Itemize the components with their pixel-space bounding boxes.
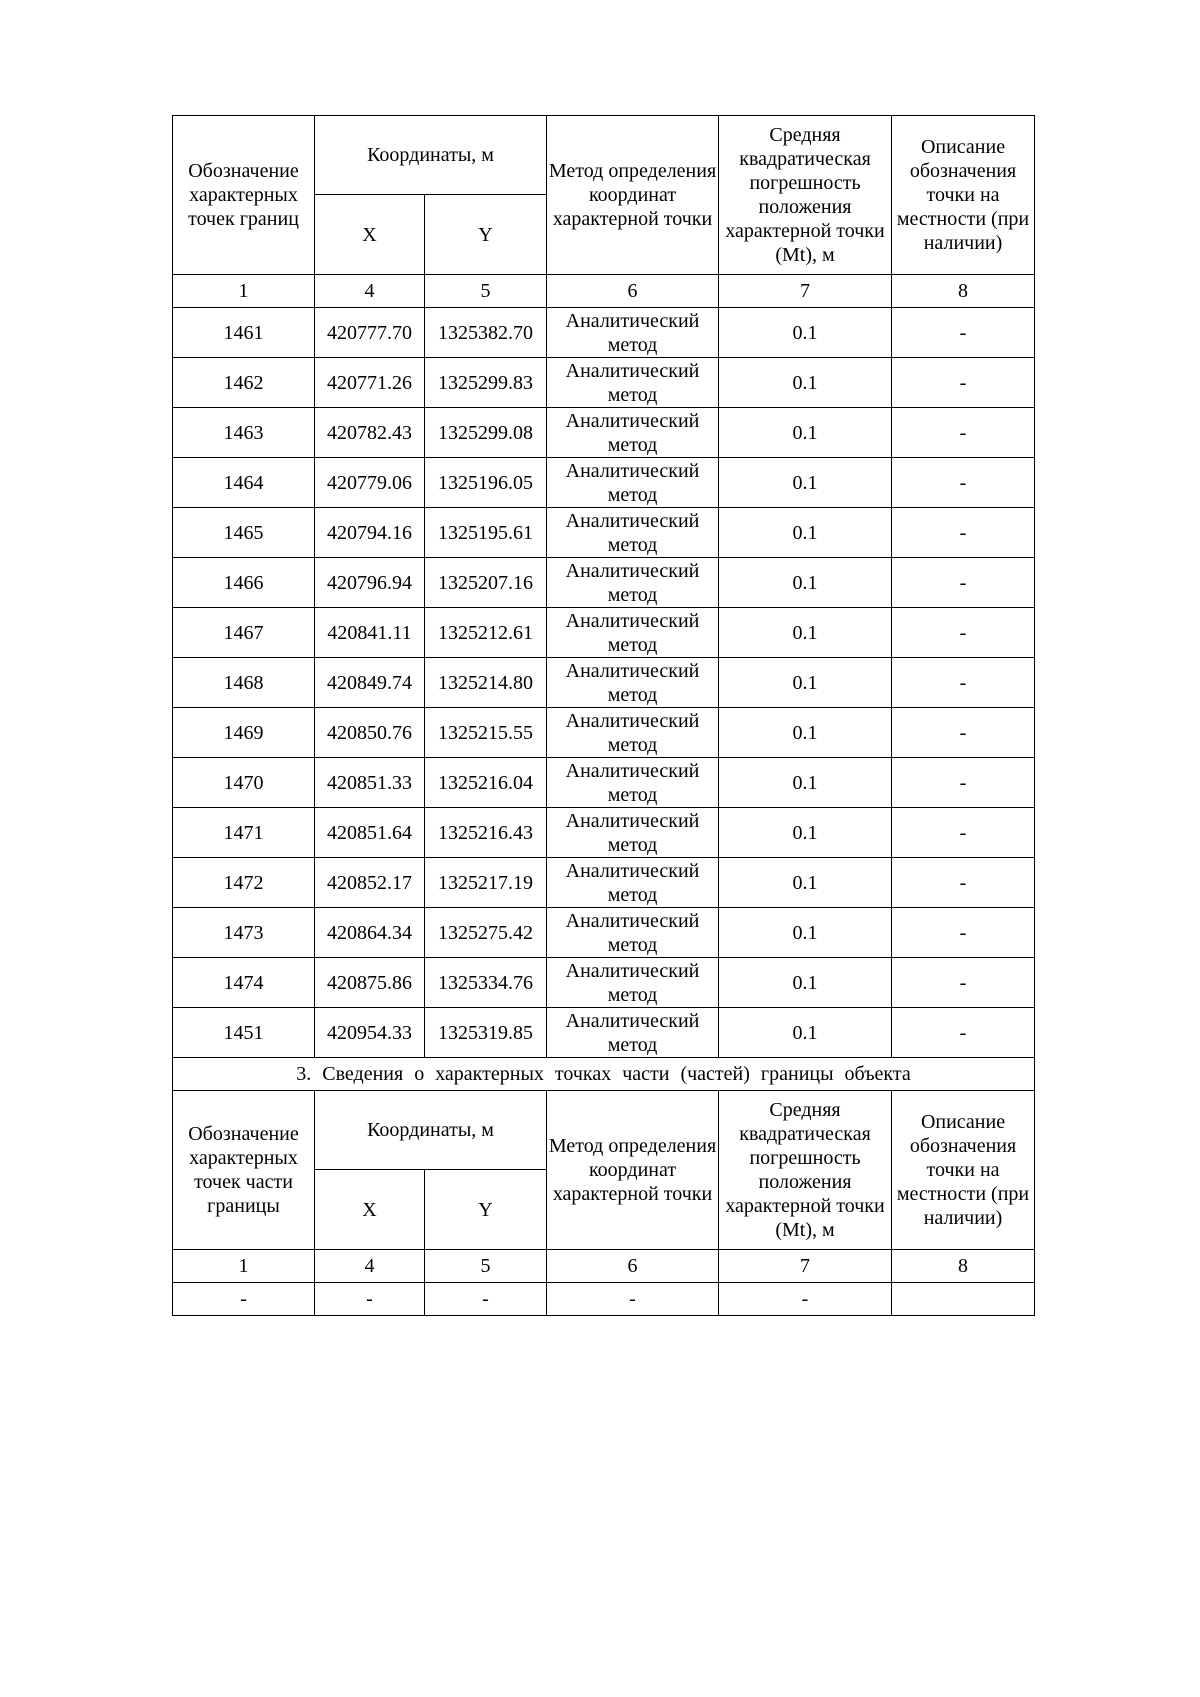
x-coordinate-cell: 420796.94: [315, 558, 425, 608]
method-line-1: Аналитический: [565, 409, 700, 432]
method-line-2: метод: [607, 483, 658, 506]
method-line-1: Аналитический: [565, 559, 700, 582]
y-coordinate-cell: 1325195.61: [425, 508, 547, 558]
table1-header-row-top: [173, 116, 1035, 195]
section-3-row: [173, 1058, 1035, 1091]
error-cell: 0.1: [719, 808, 892, 858]
x-coordinate-cell: 420841.11: [315, 608, 425, 658]
method-cell: [547, 308, 719, 358]
point-id-cell: 1461: [173, 308, 315, 358]
method-cell: [547, 658, 719, 708]
method-line-2: метод: [607, 333, 658, 356]
table-cell: -: [425, 1283, 547, 1316]
method-cell: [547, 808, 719, 858]
table-cell: -: [173, 1283, 315, 1316]
table2-column-numbers: [173, 1250, 1035, 1283]
table-cell: -: [719, 1283, 892, 1316]
description-cell: -: [892, 308, 1035, 358]
method-line-1: Аналитический: [565, 609, 700, 632]
column-number: 6: [547, 1250, 719, 1283]
table1-column-numbers: [173, 275, 1035, 308]
column-number: 6: [547, 275, 719, 308]
point-id-cell: 1471: [173, 808, 315, 858]
point-id-cell: 1467: [173, 608, 315, 658]
x-coordinate-cell: 420849.74: [315, 658, 425, 708]
method-line-2: метод: [607, 533, 658, 556]
description-cell: -: [892, 708, 1035, 758]
point-id-cell: 1470: [173, 758, 315, 808]
y-coordinate-cell: 1325382.70: [425, 308, 547, 358]
column-number: 7: [719, 275, 892, 308]
method-cell: [547, 858, 719, 908]
table-row: [173, 558, 1035, 608]
description-cell: -: [892, 808, 1035, 858]
header-designation: Обозначение характерных точек части границы: [173, 1091, 315, 1250]
y-coordinate-cell: 1325212.61: [425, 608, 547, 658]
header-x: X: [315, 195, 425, 275]
method-line-2: метод: [607, 783, 658, 806]
method-line-1: Аналитический: [565, 1009, 700, 1032]
error-cell: 0.1: [719, 558, 892, 608]
x-coordinate-cell: 420851.64: [315, 808, 425, 858]
method-line-1: Аналитический: [565, 509, 700, 532]
error-cell: 0.1: [719, 458, 892, 508]
method-cell: [547, 408, 719, 458]
y-coordinate-cell: 1325299.08: [425, 408, 547, 458]
x-coordinate-cell: 420850.76: [315, 708, 425, 758]
description-cell: -: [892, 958, 1035, 1008]
column-number: 8: [892, 1250, 1035, 1283]
y-coordinate-cell: 1325216.04: [425, 758, 547, 808]
table-row: [173, 458, 1035, 508]
column-number: 8: [892, 275, 1035, 308]
method-cell: [547, 508, 719, 558]
table-row: [173, 758, 1035, 808]
header-x: X: [315, 1170, 425, 1250]
x-coordinate-cell: 420777.70: [315, 308, 425, 358]
point-id-cell: 1464: [173, 458, 315, 508]
boundary-points-table: [172, 115, 1035, 1316]
description-cell: -: [892, 908, 1035, 958]
table-cell: -: [547, 1283, 719, 1316]
method-line-1: Аналитический: [565, 759, 700, 782]
column-number: 7: [719, 1250, 892, 1283]
error-cell: 0.1: [719, 608, 892, 658]
description-cell: -: [892, 458, 1035, 508]
point-id-cell: 1451: [173, 1008, 315, 1058]
method-line-1: Аналитический: [565, 959, 700, 982]
header-method: Метод определения координат характерной точки: [547, 1091, 719, 1250]
method-cell: [547, 908, 719, 958]
column-number: 1: [173, 1250, 315, 1283]
section-3-title: 3. Сведения о характерных точках части (частей) границы объекта: [173, 1058, 1035, 1091]
x-coordinate-cell: 420852.17: [315, 858, 425, 908]
error-cell: 0.1: [719, 508, 892, 558]
error-cell: 0.1: [719, 408, 892, 458]
method-line-1: Аналитический: [565, 909, 700, 932]
method-line-1: Аналитический: [565, 659, 700, 682]
error-cell: 0.1: [719, 758, 892, 808]
error-cell: 0.1: [719, 658, 892, 708]
header-designation: Обозначение характерных точек границ: [173, 116, 315, 275]
point-id-cell: 1462: [173, 358, 315, 408]
method-line-2: метод: [607, 683, 658, 706]
point-id-cell: 1472: [173, 858, 315, 908]
x-coordinate-cell: 420771.26: [315, 358, 425, 408]
method-cell: [547, 1008, 719, 1058]
error-cell: 0.1: [719, 358, 892, 408]
header-y: Y: [425, 195, 547, 275]
method-cell: [547, 708, 719, 758]
method-cell: [547, 758, 719, 808]
error-cell: 0.1: [719, 908, 892, 958]
method-line-1: Аналитический: [565, 309, 700, 332]
x-coordinate-cell: 420954.33: [315, 1008, 425, 1058]
y-coordinate-cell: 1325334.76: [425, 958, 547, 1008]
table2-header-row-top: [173, 1091, 1035, 1170]
x-coordinate-cell: 420779.06: [315, 458, 425, 508]
method-line-1: Аналитический: [565, 359, 700, 382]
description-cell: -: [892, 408, 1035, 458]
error-cell: 0.1: [719, 958, 892, 1008]
table-row: [173, 1008, 1035, 1058]
x-coordinate-cell: 420875.86: [315, 958, 425, 1008]
method-line-2: метод: [607, 433, 658, 456]
point-id-cell: 1473: [173, 908, 315, 958]
method-line-2: метод: [607, 883, 658, 906]
method-line-1: Аналитический: [565, 459, 700, 482]
table-row: [173, 358, 1035, 408]
header-description: Описание обозначения точки на местности (при наличии): [892, 1091, 1035, 1250]
header-coordinates: Координаты, м: [315, 116, 547, 195]
method-line-2: метод: [607, 833, 658, 856]
method-cell: [547, 458, 719, 508]
error-cell: 0.1: [719, 858, 892, 908]
y-coordinate-cell: 1325207.16: [425, 558, 547, 608]
description-cell: -: [892, 758, 1035, 808]
method-line-1: Аналитический: [565, 809, 700, 832]
table-row: [173, 658, 1035, 708]
method-line-1: Аналитический: [565, 859, 700, 882]
description-cell: -: [892, 608, 1035, 658]
header-error: Средняя квадратическая погрешность положения характерной точки (Mt), м: [719, 116, 892, 275]
column-number: 1: [173, 275, 315, 308]
method-line-2: метод: [607, 383, 658, 406]
method-cell: [547, 558, 719, 608]
table-row: [173, 908, 1035, 958]
method-line-2: метод: [607, 733, 658, 756]
y-coordinate-cell: 1325196.05: [425, 458, 547, 508]
point-id-cell: 1474: [173, 958, 315, 1008]
table-cell: [892, 1283, 1035, 1316]
error-cell: 0.1: [719, 708, 892, 758]
table-row: [173, 308, 1035, 358]
description-cell: -: [892, 508, 1035, 558]
header-description: Описание обозначения точки на местности (при наличии): [892, 116, 1035, 275]
header-error: Средняя квадратическая погрешность положения характерной точки (Mt), м: [719, 1091, 892, 1250]
method-cell: [547, 358, 719, 408]
method-line-2: метод: [607, 983, 658, 1006]
x-coordinate-cell: 420782.43: [315, 408, 425, 458]
point-id-cell: 1469: [173, 708, 315, 758]
method-line-2: метод: [607, 1033, 658, 1056]
description-cell: -: [892, 1008, 1035, 1058]
method-line-2: метод: [607, 933, 658, 956]
x-coordinate-cell: 420794.16: [315, 508, 425, 558]
error-cell: 0.1: [719, 1008, 892, 1058]
table-row: [173, 958, 1035, 1008]
y-coordinate-cell: 1325216.43: [425, 808, 547, 858]
y-coordinate-cell: 1325299.83: [425, 358, 547, 408]
column-number: 4: [315, 275, 425, 308]
description-cell: -: [892, 658, 1035, 708]
column-number: 4: [315, 1250, 425, 1283]
point-id-cell: 1466: [173, 558, 315, 608]
method-line-2: метод: [607, 633, 658, 656]
description-cell: -: [892, 858, 1035, 908]
column-number: 5: [425, 1250, 547, 1283]
header-y: Y: [425, 1170, 547, 1250]
table-row: [173, 708, 1035, 758]
column-number: 5: [425, 275, 547, 308]
header-method: Метод определения координат характерной точки: [547, 116, 719, 275]
y-coordinate-cell: 1325217.19: [425, 858, 547, 908]
description-cell: -: [892, 358, 1035, 408]
method-line-1: Аналитический: [565, 709, 700, 732]
method-cell: [547, 958, 719, 1008]
error-cell: 0.1: [719, 308, 892, 358]
y-coordinate-cell: 1325214.80: [425, 658, 547, 708]
table-cell: -: [315, 1283, 425, 1316]
table2-empty-row: [173, 1283, 1035, 1316]
table-row: [173, 608, 1035, 658]
point-id-cell: 1468: [173, 658, 315, 708]
method-line-2: метод: [607, 583, 658, 606]
y-coordinate-cell: 1325275.42: [425, 908, 547, 958]
method-cell: [547, 608, 719, 658]
x-coordinate-cell: 420851.33: [315, 758, 425, 808]
table-row: [173, 408, 1035, 458]
table-row: [173, 858, 1035, 908]
x-coordinate-cell: 420864.34: [315, 908, 425, 958]
table-row: [173, 508, 1035, 558]
y-coordinate-cell: 1325319.85: [425, 1008, 547, 1058]
point-id-cell: 1465: [173, 508, 315, 558]
y-coordinate-cell: 1325215.55: [425, 708, 547, 758]
header-coordinates: Координаты, м: [315, 1091, 547, 1170]
table-row: [173, 808, 1035, 858]
description-cell: -: [892, 558, 1035, 608]
document-page: [172, 115, 1034, 1316]
point-id-cell: 1463: [173, 408, 315, 458]
